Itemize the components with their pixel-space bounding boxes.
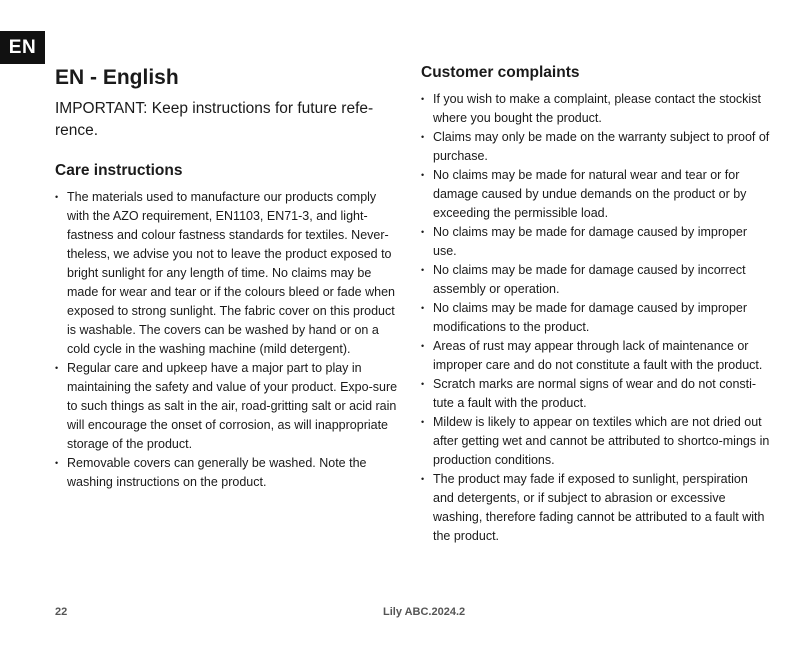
list-item: • Scratch marks are normal signs of wear and do not consti-tute a fault with the product.	[421, 375, 771, 413]
left-column	[55, 64, 400, 492]
important-note: IMPORTANT: Keep instructions for future refe-rence.	[55, 100, 374, 139]
list-item: • No claims may be made for damage caused by improper modifications to the product.	[421, 299, 771, 337]
list-item: • If you wish to make a complaint, please contact the stockist where you bought the product.	[421, 90, 771, 128]
list-item: • Removable covers can generally be washed. Note the washing instructions on the product.	[55, 454, 400, 492]
list-item: • The materials used to manufacture our products comply with the AZO requirement, EN1103, EN71-3, and light-fastness and colour fastness standards for textiles. Never-theless, we advise you not to leave the product exposed to bright sunlight for any length of time. No claims may be made for wear and tear or if the colours bleed or fade when exposed to strong sunlight. The fabric cover on this product is washable. The covers can be washed by hand or on a cold cycle in the washing machine (mild detergent).	[55, 188, 400, 359]
list-item: • Regular care and upkeep have a major part to play in maintaining the safety and value of your product. Expo-sure to such things as salt in the air, road-gritting salt or acid rain will encourage the onset of corrosion, as will inappropriate storage of the product.	[55, 359, 400, 454]
list-item: • No claims may be made for damage caused by incorrect assembly or operation.	[421, 261, 771, 299]
list-item: • No claims may be made for natural wear and tear or for damage caused by undue demands on the product or by exceeding the permissible load.	[421, 166, 771, 223]
document-id: Lily ABC.2024.2	[383, 606, 466, 618]
page-title: EN - English	[55, 66, 179, 89]
list-item: • Mildew is likely to appear on textiles which are not dried out after getting wet and cannot be attributed to shortco-mings in production conditions.	[421, 413, 771, 470]
list-item: • Areas of rust may appear through lack of maintenance or improper care and do not constitute a fault with the product.	[421, 337, 771, 375]
customer-complaints-heading: Customer complaints	[421, 64, 580, 81]
care-instructions-list	[55, 188, 400, 492]
care-instructions-heading: Care instructions	[55, 162, 183, 179]
customer-complaints-list	[421, 90, 771, 546]
list-item: • No claims may be made for damage caused by improper use.	[421, 223, 771, 261]
language-tab: EN	[0, 31, 45, 64]
list-item: • The product may fade if exposed to sunlight, perspiration and detergents, or if subject to abrasion or excessive washing, therefore fading cannot be attributed to a fault with the product.	[421, 470, 771, 546]
page-number: 22	[55, 606, 68, 618]
list-item: • Claims may only be made on the warranty subject to proof of purchase.	[421, 128, 771, 166]
right-column	[421, 62, 771, 546]
